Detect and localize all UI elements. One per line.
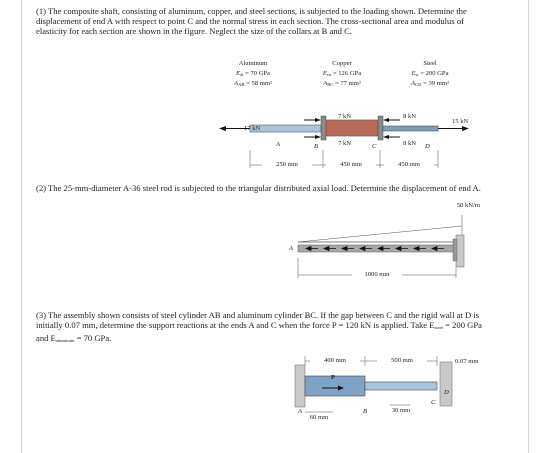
problem-1-text: (1) The composite shaft, consisting of aluminum, copper, and steel sections, is subjected to the loading shown. Determine the displacement of end A with respect to point C and the normal stress in each section. The cross-sectional area and modulus of elasticity for each section are shown in the figure. Neglect the size of the collars at B and C.	[36, 6, 467, 37]
aluminum-modulus: $E_{al} = 70$ GPa	[236, 70, 270, 77]
problem-3-text: (3) The assembly shown consists of steel cylinder AB and aluminum cylinder BC. If the gap between C and the rigid wall at D is initially 0.07 mm, determine the support reactions at the ends A and C when the force P = 120 kN is applied. Take $E_{steel} = 200$ GPa and $E_{aluminum} = 70$ GPa.	[36, 310, 482, 344]
dim-1000mm: 1000 mm	[352, 271, 402, 279]
dim-450mm-2: 450 mm	[384, 161, 434, 169]
load-8kn-top: 8 kN	[403, 113, 417, 120]
force-p-label: P	[331, 374, 336, 381]
point-d-label: D	[425, 143, 430, 150]
load-8kn-bottom: 8 kN	[403, 140, 417, 147]
wall-d	[440, 362, 452, 406]
point-a-assembly: A	[298, 408, 303, 415]
dim-250mm: 250 mm	[262, 161, 312, 169]
point-b-label: B	[314, 143, 319, 150]
wall-a	[295, 365, 305, 407]
point-a-rod: A	[289, 245, 294, 252]
point-a-label: A	[276, 141, 281, 148]
load-50kn-m: 50 kN/m	[456, 202, 480, 209]
load-7kn-top: 7 kN	[338, 113, 352, 120]
dim-450mm-1: 450 mm	[326, 161, 376, 169]
dim-500mm: 500 mm	[377, 357, 427, 365]
copper-modulus: $E_{cu} = 126$ GPa	[322, 70, 362, 77]
copper-label: Copper	[332, 60, 352, 67]
aluminum-cylinder-bc	[365, 382, 437, 390]
dim-400mm: 400 mm	[310, 357, 360, 365]
copper-area: $A_{BC} = 77$ mm²	[323, 80, 361, 87]
point-d-assembly: D	[444, 389, 449, 396]
aluminum-label: Aluminum	[238, 60, 268, 67]
steel-label: Steel	[423, 60, 437, 67]
dim-gap: 0.07 mm	[455, 358, 479, 365]
point-c-assembly: C	[431, 399, 436, 406]
load-17kn: 17 kN	[244, 125, 261, 132]
steel-modulus: $E_{st} = 200$ GPa	[411, 70, 449, 77]
load-15kn: 15 kN	[452, 118, 469, 125]
dim-30mm: 30 mm	[391, 407, 411, 414]
problem-2-text: (2) The 25-mm-diameter A-36 steel rod is subjected to the triangular distributed axial load. Determine the displacement of end A.	[36, 183, 481, 193]
dim-60mm: 60 mm	[309, 414, 329, 421]
point-b-assembly: B	[363, 408, 368, 415]
aluminum-area: $A_{AB} = 58$ mm²	[234, 80, 272, 87]
steel-area: $A_{CD} = 39$ mm²	[411, 80, 449, 87]
load-7kn-bottom: 7 kN	[338, 140, 352, 147]
point-c-label: C	[372, 143, 377, 150]
